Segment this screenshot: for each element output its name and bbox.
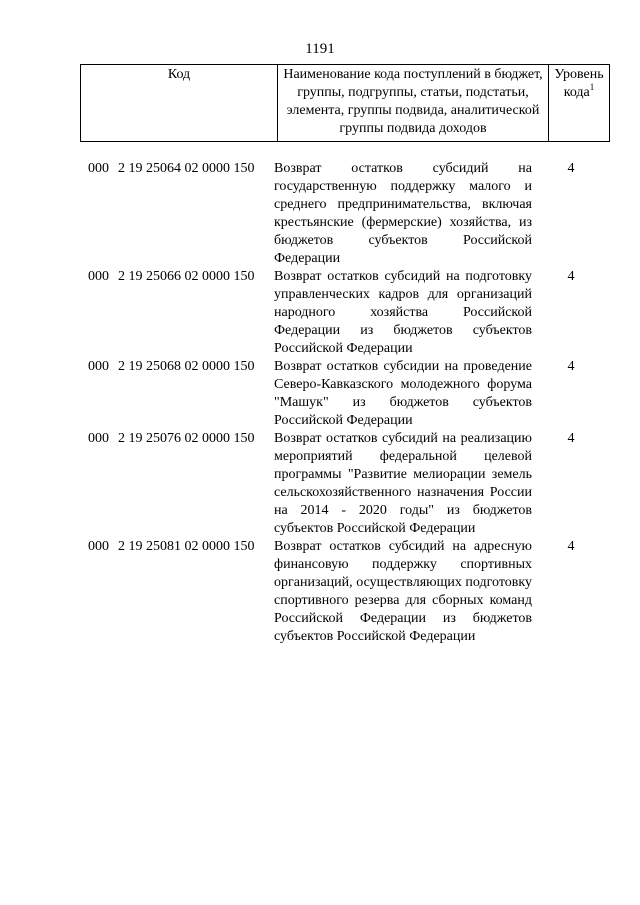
revenue-code: 2 19 25068 02 0000 150 <box>118 359 255 374</box>
revenue-name: Возврат остатков субсидий на адресную финансовую поддержку спортивных организаций, осуществляющих подготовку спортивного резерва для сборных команд Российской Федерации из бюджетов субъектов Российской Федерации <box>274 539 532 644</box>
revenue-name: Возврат остатков субсидий на реализацию мероприятий федеральной целевой программы "Развитие мелиорации земель сельскохозяйственного назначения России на 2014 - 2020 годы" из бюджетов субъектов Российской Федерации <box>274 431 532 536</box>
page-number: 1191 <box>305 41 335 57</box>
table-header <box>80 64 610 142</box>
table-row <box>80 160 610 268</box>
code-level: 4 <box>567 431 575 446</box>
table-row <box>80 430 610 538</box>
revenue-code: 2 19 25076 02 0000 150 <box>118 431 255 446</box>
header-name: Наименование кода поступлений в бюджет, группы, подгруппы, статьи, подстатьи, элемента, группы подвида, аналитической группы подвида доходов <box>278 65 549 142</box>
code-level: 4 <box>567 161 575 176</box>
code-level: 4 <box>567 359 575 374</box>
revenue-name: Возврат остатков субсидии на проведение Северо-Кавказского молодежного форума "Машук" из бюджетов субъектов Российской Федерации <box>274 359 532 428</box>
revenue-code: 2 19 25081 02 0000 150 <box>118 539 255 554</box>
header-level-footnote: 1 <box>589 82 595 92</box>
revenue-name: Возврат остатков субсидий на государственную поддержку малого и среднего предпринимательства, включая крестьянские (фермерские) хозяйства, из бюджетов субъектов Российской Федерации <box>274 161 532 266</box>
revenue-code: 2 19 25064 02 0000 150 <box>118 161 255 176</box>
admin-code: 000 <box>88 359 109 374</box>
admin-code: 000 <box>88 161 109 176</box>
table-body <box>80 160 610 646</box>
header-code: Код <box>81 65 278 142</box>
admin-code: 000 <box>88 431 109 446</box>
header-level-label: Уровень кода <box>554 67 604 100</box>
header-row <box>81 65 610 142</box>
header-level <box>549 65 610 142</box>
admin-code: 000 <box>88 539 109 554</box>
table-row <box>80 358 610 430</box>
table-row <box>80 268 610 358</box>
revenue-name: Возврат остатков субсидий на подготовку управленческих кадров для организаций народного хозяйства Российской Федерации из бюджетов субъектов Российской Федерации <box>274 269 532 356</box>
table-row <box>80 538 610 646</box>
code-level: 4 <box>567 539 575 554</box>
revenue-code: 2 19 25066 02 0000 150 <box>118 269 255 284</box>
admin-code: 000 <box>88 269 109 284</box>
code-level: 4 <box>567 269 575 284</box>
